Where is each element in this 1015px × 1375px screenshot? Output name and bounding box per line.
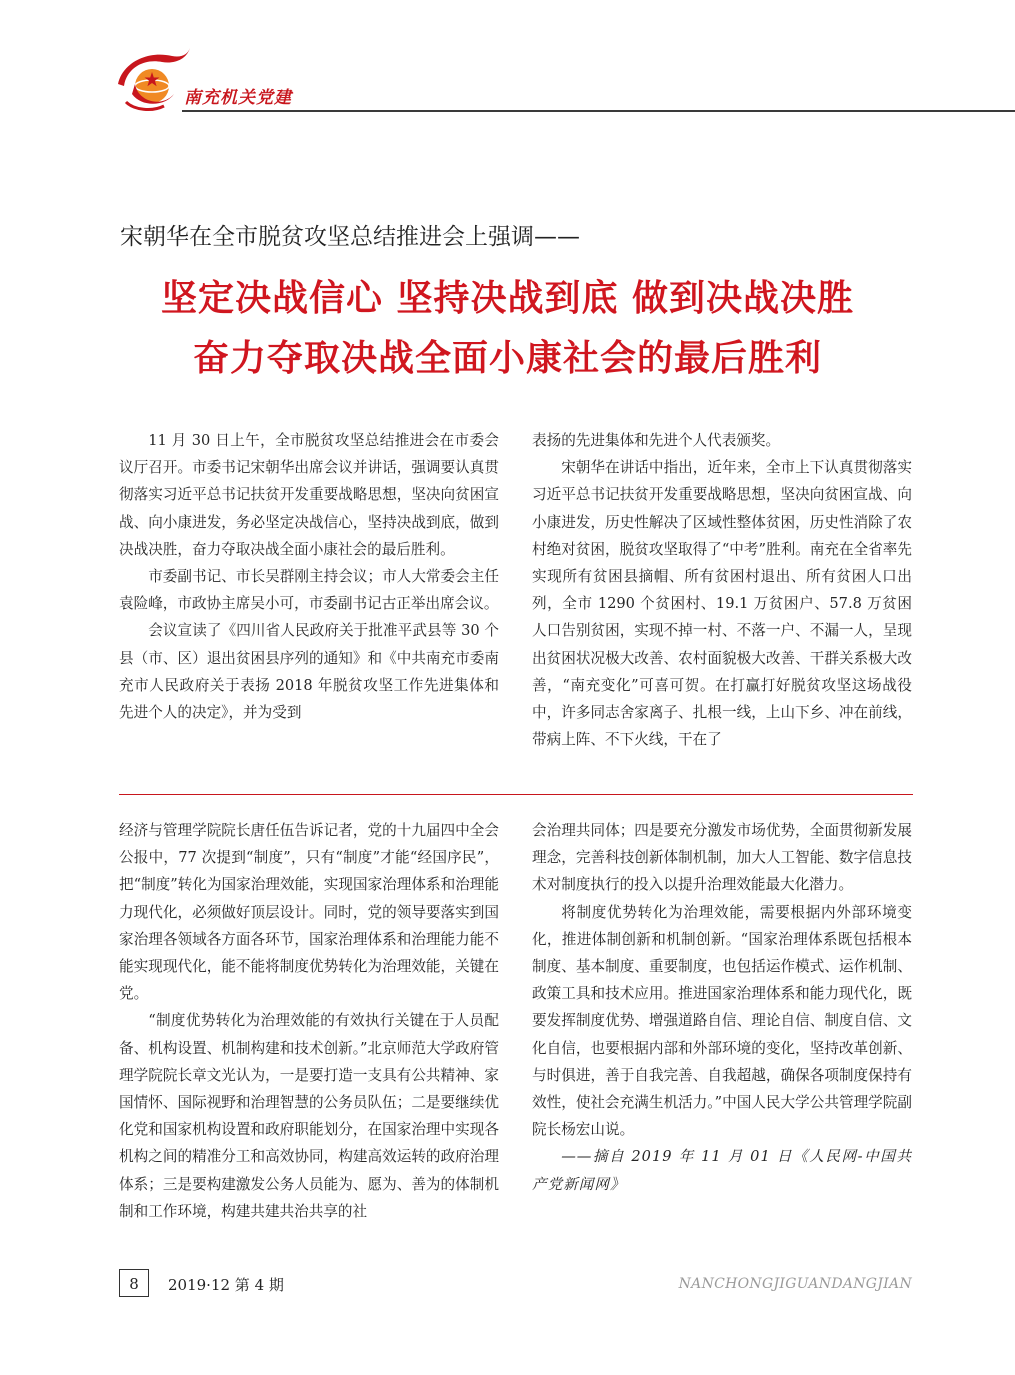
paragraph: 宋朝华在讲话中指出，近年来，全市上下认真贯彻落实习近平总书记扶贫开发重要战略思想，坚决向贫困宣战、向小康进发，历史性解决了区域性整体贫困，历史性消除了农村绝对贫困，脱贫攻坚取得了“中考”胜利。南充在全省率先实现所有贫困县摘帽、所有贫困村退出、所有贫困人口出列，全市 1290 个贫困村、19.1 万贫困户、57.8 万贫困人口告别贫困，实现不掉一村、不落一户、不漏一人，呈现出贫困状况极大改善、农村面貌极大改善、干群关系极大改善，“南充变化”可喜可贺。在打赢打好脱贫攻坚这场战役中，许多同志舍家离子、扎根一线，上山下乡、冲在前线，带病上阵、不下火线，干在了 <box>532 459 912 749</box>
header-divider <box>182 110 1015 112</box>
article-subtitle: 宋朝华在全市脱贫攻坚总结推进会上强调—— <box>120 224 580 250</box>
paragraph: 11 月 30 日上午，全市脱贫攻坚总结推进会在市委会议厅召开。市委书记宋朝华出席会议并讲话，强调要认真贯彻落实习近平总书记扶贫开发重要战略思想，坚决向贫困宣战、向小康进发，务必坚定决战信心，坚持决战到底，做到决战决胜，奋力夺取决战全面小康社会的最后胜利。 <box>119 432 499 558</box>
article-title-line-2: 奋力夺取决战全面小康社会的最后胜利 <box>192 337 822 379</box>
paragraph: 经济与管理学院院长唐任伍告诉记者，党的十九届四中全会公报中，77 次提到“制度”，只有“制度”才能“经国序民”，把“制度”转化为国家治理效能，实现国家治理体系和治理能力现代化，必须做好顶层设计。同时，党的领导要落实到国家治理各领域各方面各环节，国家治理体系和治理能力能不能实现现代化，能不能将制度优势转化为治理效能，关键在党。 <box>119 822 499 1003</box>
issue-label: 2019·12 第 4 期 <box>168 1276 284 1294</box>
party-building-logo-icon <box>112 44 192 114</box>
brand-name: 南充机关党建 <box>184 88 292 108</box>
paragraph: 市委副书记、市长吴群刚主持会议；市人大常委会主任袁险峰，市政协主席吴小可，市委副书记古正举出席会议。 <box>119 568 499 613</box>
publication-name-en: NANCHONGJIGUANDANGJIAN <box>678 1276 912 1292</box>
second-article-column-left <box>119 817 499 1225</box>
section-divider <box>119 794 913 795</box>
article-title-line-1: 坚定决战信心 坚持决战到底 做到决战决胜 <box>160 277 855 319</box>
second-article-column-right <box>532 817 912 1198</box>
article-column-left <box>119 427 499 726</box>
source-note: ——摘自 2019 年 11 月 01 日《人民网-中国共产党新闻网》 <box>532 1148 912 1193</box>
paragraph: 表扬的先进集体和先进个人代表颁奖。 <box>532 432 781 449</box>
paragraph: 会治理共同体；四是要充分激发市场优势，全面贯彻新发展理念，完善科技创新体制机制，加大人工智能、数字信息技术对制度执行的投入以提升治理效能最大化潜力。 <box>532 822 912 894</box>
paragraph: 会议宣读了《四川省人民政府关于批准平武县等 30 个县（市、区）退出贫困县序列的通知》和《中共南充市委南充市人民政府关于表扬 2018 年脱贫攻坚工作先进集体和先进个人的决定》，并为受到 <box>119 622 499 722</box>
article-column-right <box>532 427 912 753</box>
page-number: 8 <box>119 1269 149 1297</box>
paragraph: “制度优势转化为治理效能的有效执行关键在于人员配备、机构设置、机制构建和技术创新。”北京师范大学政府管理学院院长章文光认为，一是要打造一支具有公共精神、家国情怀、国际视野和治理智慧的公务员队伍；二是要继续优化党和国家机构设置和政府职能划分，在国家治理中实现各机构之间的精准分工和高效协同，构建高效运转的政府治理体系；三是要构建激发公务人员能为、愿为、善为的体制机制和工作环境，构建共建共治共享的社 <box>119 1012 499 1220</box>
paragraph: 将制度优势转化为治理效能，需要根据内外部环境变化，推进体制创新和机制创新。“国家治理体系既包括根本制度、基本制度、重要制度，也包括运作模式、运作机制、政策工具和技术应用。推进国家治理体系和能力现代化，既要发挥制度优势、增强道路自信、理论自信、制度自信、文化自信，也要根据内部和外部环境的变化，坚持改革创新、与时俱进，善于自我完善、自我超越，确保各项制度保持有效性，使社会充满生机活力。”中国人民大学公共管理学院副院长杨宏山说。 <box>532 903 912 1139</box>
